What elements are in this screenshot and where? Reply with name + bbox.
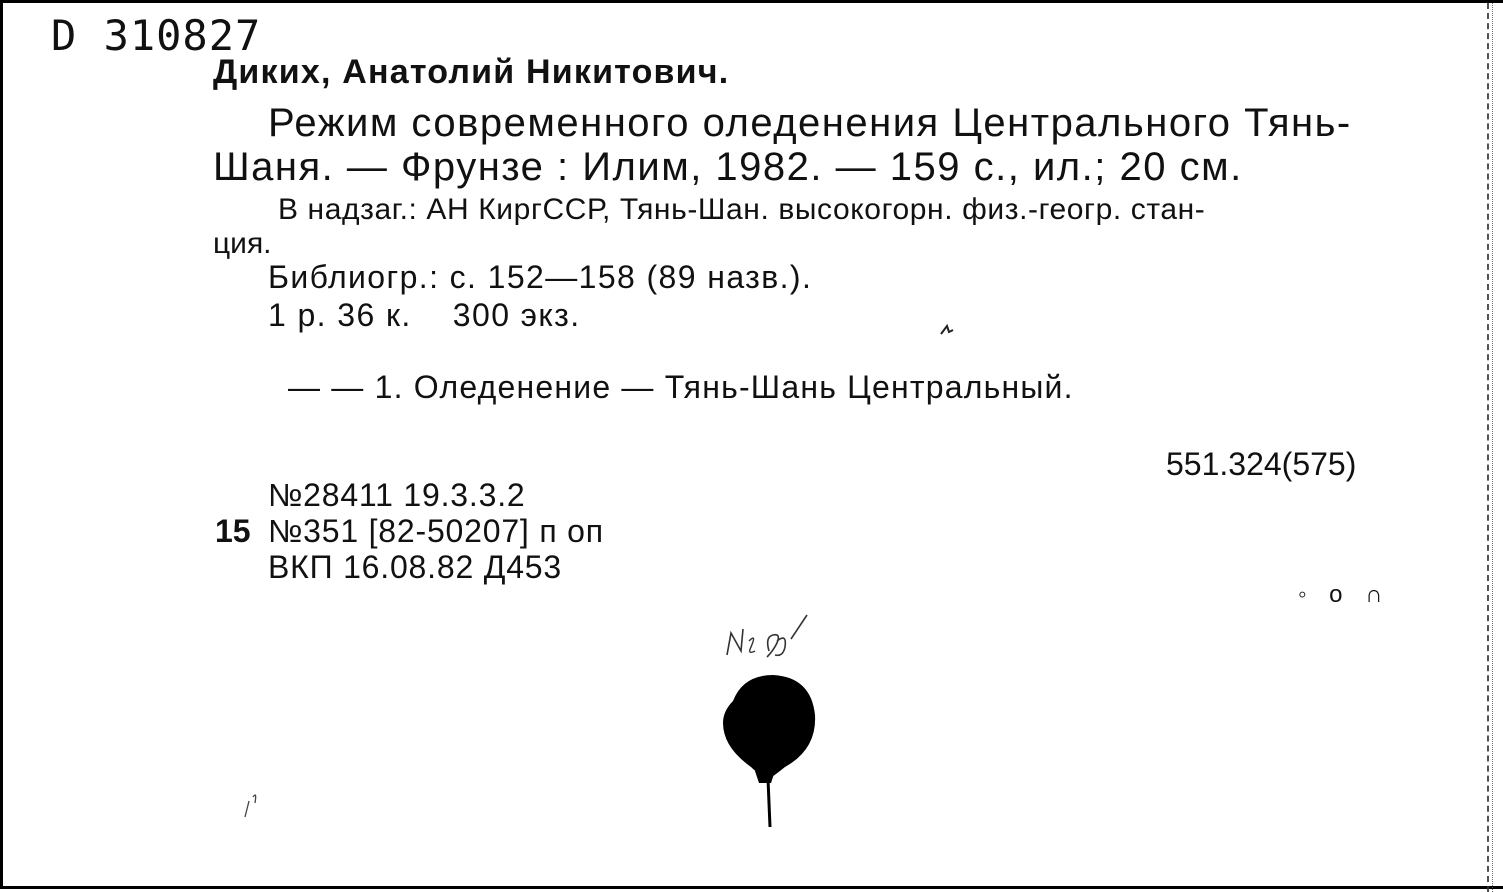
perforated-edge [1487,3,1501,892]
record-line-3: ВКП 16.08.82 Д453 [268,549,562,585]
author-name: Диких, Анатолий Никитович. [213,53,730,91]
corner-marks: ◦ o ∩ [1298,581,1391,608]
price-and-copies: 1 р. 36 к. 300 экз. [268,297,581,333]
ink-speck-icon [939,322,955,338]
bibliography-note: Библиогр.: с. 152—158 (89 назв.). [268,259,813,295]
record-prefix: 15 [215,513,251,549]
ink-blot-stamp [715,671,825,836]
ink-blot-icon [715,671,825,831]
udc-classification: 551.324(575) [1166,446,1357,482]
ink-speck [939,321,955,344]
pencil-tick [241,783,261,828]
handwritten-note [721,611,821,672]
handwritten-note-icon [721,611,821,667]
record-line-2: №351 [82-50207] п оп [268,513,604,549]
call-number: D 310827 [51,11,262,60]
note-line-1: В надзаг.: АН КиргССР, Тянь-Шан. высокогорн. физ.-геогр. стан- [278,193,1206,226]
title-line-2: Шаня. — Фрунзе : Илим, 1982. — 159 с., ил.; 20 см. [213,145,1243,189]
subject-heading: — — 1. Оледенение — Тянь-Шань Центральный. [288,369,1074,405]
pencil-tick-icon [241,783,261,823]
title-line-1: Режим современного оледенения Центрального Тянь- [268,101,1352,145]
note-line-2: ция. [213,227,272,260]
record-line-1: №28411 19.3.3.2 [268,477,526,513]
